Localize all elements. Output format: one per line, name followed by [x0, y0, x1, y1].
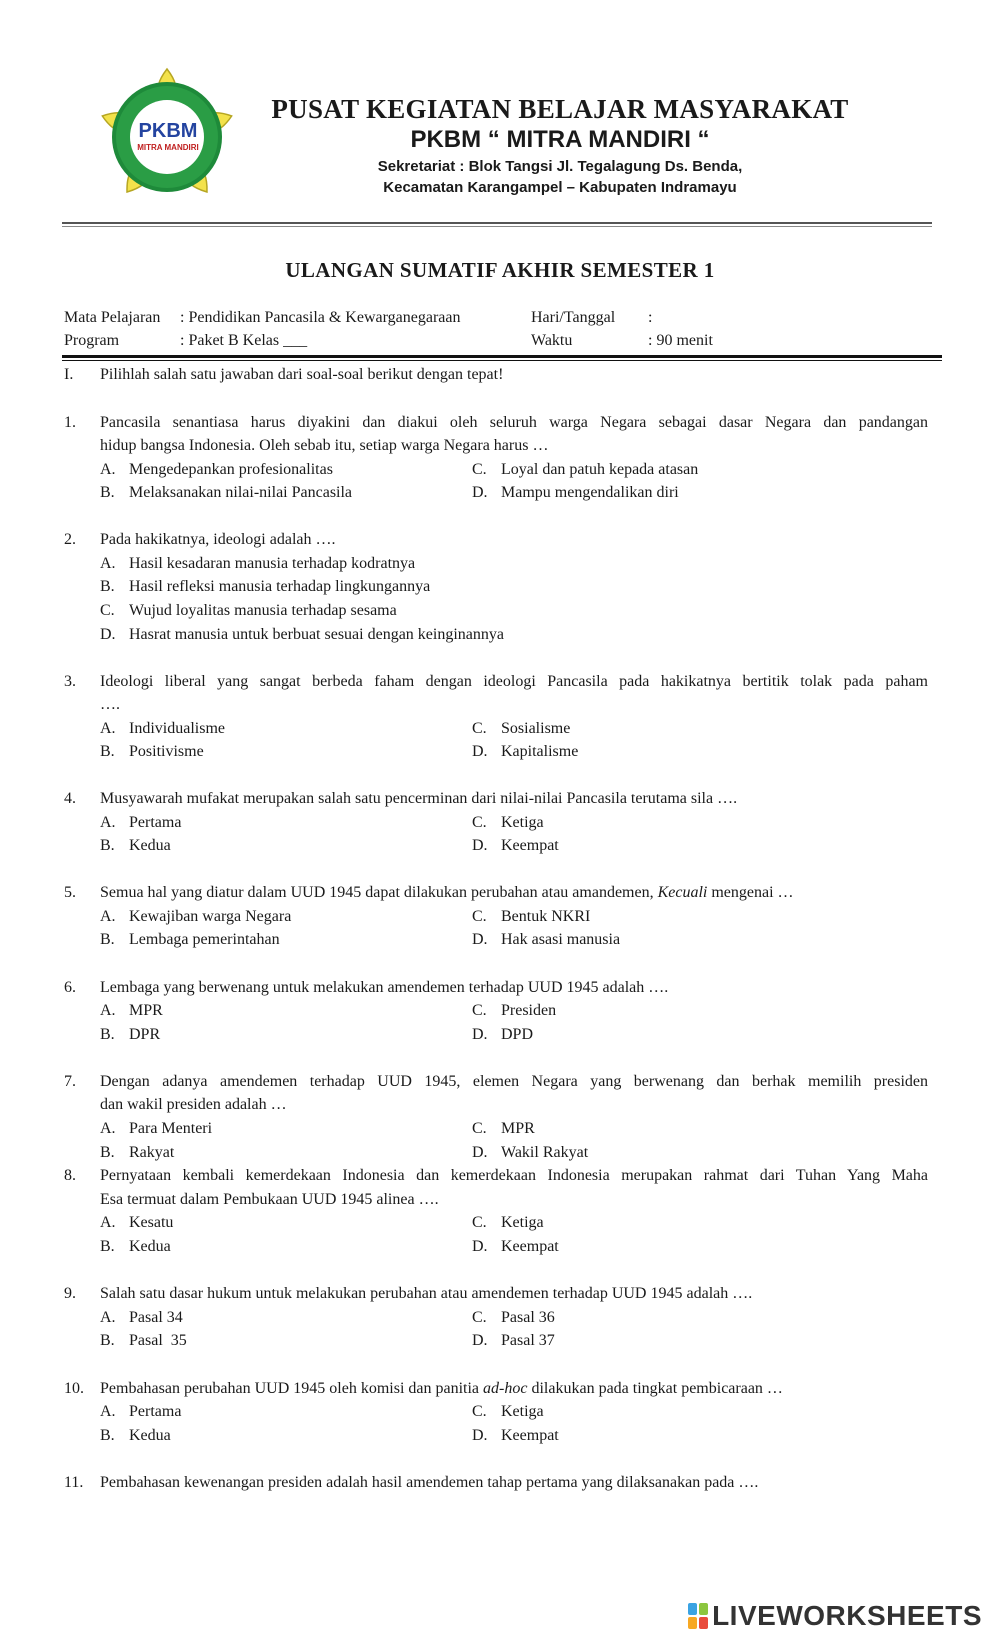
option-letter: D.: [472, 837, 488, 854]
liveworksheets-watermark: [688, 1600, 982, 1632]
question-text-line: Esa termuat dalam Pembukaan UUD 1945 alinea ….: [100, 1191, 439, 1208]
option-letter: D.: [472, 1026, 488, 1043]
option-letter: B.: [100, 931, 115, 948]
option-text[interactable]: Hasrat manusia untuk berbuat sesuai dengan keinginannya: [129, 626, 504, 643]
option-letter: B.: [100, 1144, 115, 1161]
option-letter: A.: [100, 1002, 116, 1019]
option-text[interactable]: Para Menteri: [129, 1120, 213, 1137]
option-letter: D.: [472, 1144, 488, 1161]
option-letter: C.: [472, 461, 487, 478]
option-text[interactable]: Rakyat: [129, 1144, 175, 1161]
institution-name: PUSAT KEGIATAN BELAJAR MASYARAKAT: [271, 94, 849, 124]
option-letter: A.: [100, 555, 116, 572]
question-text-emphasis: ad-hoc: [483, 1380, 528, 1397]
subject-value: : Pendidikan Pancasila & Kewarganegaraan: [180, 309, 461, 326]
section-number: I.: [64, 366, 74, 383]
option-letter: D.: [472, 1238, 488, 1255]
option-letter: C.: [472, 1002, 487, 1019]
meta-divider: [62, 355, 942, 358]
option-letter: C.: [472, 1403, 487, 1420]
question-text-line: [100, 884, 794, 902]
option-letter: C.: [472, 908, 487, 925]
question-text-line: Lembaga yang berwenang untuk melakukan amendemen terhadap UUD 1945 adalah ….: [100, 979, 669, 996]
option-text[interactable]: Positivisme: [129, 743, 204, 760]
option-text[interactable]: Kesatu: [129, 1214, 174, 1231]
watermark-text: LIVEWORKSHEETS: [712, 1600, 982, 1631]
option-letter: B.: [100, 837, 115, 854]
date-label: Hari/Tanggal: [531, 309, 616, 326]
option-letter: A.: [100, 1309, 116, 1326]
option-text[interactable]: Melaksanakan nilai-nilai Pancasila: [129, 484, 353, 501]
address-line-2: Kecamatan Karangampel – Kabupaten Indramayu: [383, 179, 737, 196]
option-text[interactable]: Pasal 37: [501, 1332, 555, 1349]
logo-subtext: MITRA MANDIRI: [137, 143, 199, 152]
option-letter: B.: [100, 1238, 115, 1255]
option-text[interactable]: Wujud loyalitas manusia terhadap sesama: [129, 602, 397, 619]
option-text[interactable]: MPR: [501, 1120, 535, 1137]
question-number: 4.: [64, 790, 76, 807]
option-letter: C.: [472, 1120, 487, 1137]
option-text[interactable]: Hasil refleksi manusia terhadap lingkungannya: [129, 578, 431, 595]
question-text-line: hidup bangsa Indonesia. Oleh sebab itu, setiap warga Negara harus …: [100, 437, 549, 454]
question-number: 9.: [64, 1285, 76, 1302]
option-letter: C.: [472, 814, 487, 831]
option-text[interactable]: DPD: [501, 1026, 534, 1043]
option-text[interactable]: Pertama: [129, 1403, 182, 1420]
option-text[interactable]: Hasil kesadaran manusia terhadap kodratnya: [129, 555, 416, 572]
option-letter: D.: [472, 484, 488, 501]
logo-text: PKBM: [138, 120, 198, 142]
option-letter: D.: [472, 1332, 488, 1349]
option-text[interactable]: Pertama: [129, 814, 182, 831]
section-instruction: Pilihlah salah satu jawaban dari soal-soal berikut dengan tepat!: [100, 366, 504, 383]
option-letter: C.: [472, 1309, 487, 1326]
option-text[interactable]: Ketiga: [501, 1403, 544, 1420]
option-letter: B.: [100, 484, 115, 501]
question-text-line: Ideologi liberal yang sangat berbeda faham dengan ideologi Pancasila pada hakikatnya bertitik tolak pada paham: [100, 673, 928, 690]
question-number: 6.: [64, 979, 76, 996]
option-text[interactable]: Pasal 36: [501, 1309, 555, 1326]
question-number: 7.: [64, 1073, 76, 1090]
address-line-1: Sekretariat : Blok Tangsi Jl. Tegalagung Ds. Benda,: [377, 158, 743, 175]
option-text[interactable]: Kapitalisme: [501, 743, 579, 760]
option-letter: D.: [472, 743, 488, 760]
option-letter: B.: [100, 1332, 115, 1349]
option-letter: B.: [100, 1026, 115, 1043]
question-number: 5.: [64, 884, 76, 901]
option-text[interactable]: Kedua: [129, 1238, 171, 1255]
option-text[interactable]: Keempat: [501, 1238, 559, 1255]
option-text[interactable]: Mengedepankan profesionalitas: [129, 461, 333, 478]
option-text[interactable]: MPR: [129, 1002, 163, 1019]
option-letter: B.: [100, 1427, 115, 1444]
option-text[interactable]: Wakil Rakyat: [501, 1144, 589, 1161]
question-text-line: Salah satu dasar hukum untuk melakukan perubahan atau amendemen terhadap UUD 1945 adalah ….: [100, 1285, 753, 1302]
question-number: 8.: [64, 1167, 76, 1184]
time-label: Waktu: [531, 332, 573, 349]
option-letter: D.: [472, 1427, 488, 1444]
option-letter: D.: [472, 931, 488, 948]
option-text[interactable]: Individualisme: [129, 720, 225, 737]
question-text-line: Pernyataan kembali kemerdekaan Indonesia dan kemerdekaan Indonesia merupakan rahmat dari Tuhan Yang Maha: [100, 1167, 928, 1184]
question-number: 3.: [64, 673, 76, 690]
option-text[interactable]: Pasal 34: [129, 1309, 183, 1326]
question-text-line: Dengan adanya amendemen terhadap UUD 1945, elemen Negara yang berwenang dan berhak memilih presiden: [100, 1073, 928, 1090]
question-text-line: Pancasila senantiasa harus diyakini dan diakui oleh seluruh warga Negara sebagai dasar Negara dan pandangan: [100, 414, 928, 431]
question-text-line: Musyawarah mufakat merupakan salah satu pencerminan dari nilai-nilai Pancasila terutama sila ….: [100, 790, 738, 807]
question-text-part: mengenai …: [707, 884, 794, 901]
option-text[interactable]: Loyal dan patuh kepada atasan: [501, 461, 699, 478]
date-value: :: [648, 309, 653, 326]
program-value: : Paket B Kelas ___: [180, 332, 308, 349]
option-text[interactable]: Pasal 35: [129, 1332, 187, 1349]
option-text[interactable]: Presiden: [501, 1002, 557, 1019]
option-letter: A.: [100, 814, 116, 831]
question-text-line: [100, 1380, 783, 1398]
option-letter: A.: [100, 720, 116, 737]
option-text[interactable]: Keempat: [501, 837, 559, 854]
liveworksheets-icon: [688, 1603, 708, 1629]
option-text[interactable]: Bentuk NKRI: [501, 908, 591, 925]
option-letter: A.: [100, 1120, 116, 1137]
question-text-line: ….: [100, 696, 120, 713]
option-text[interactable]: DPR: [129, 1026, 161, 1043]
option-text[interactable]: Ketiga: [501, 1214, 544, 1231]
option-text[interactable]: Mampu mengendalikan diri: [501, 484, 679, 501]
time-value: : 90 menit: [648, 332, 713, 349]
option-letter: C.: [100, 602, 115, 619]
header-divider: [62, 222, 932, 224]
header-divider-thin: [62, 226, 932, 227]
option-text[interactable]: Keempat: [501, 1427, 559, 1444]
question-text-emphasis: Kecuali: [657, 884, 708, 901]
option-letter: A.: [100, 908, 116, 925]
question-text-part: dilakukan pada tingkat pembicaraan …: [527, 1380, 783, 1397]
question-number: 11.: [64, 1474, 84, 1491]
question-text-line: dan wakil presiden adalah …: [100, 1096, 287, 1113]
option-text[interactable]: Kewajiban warga Negara: [129, 908, 292, 925]
question-number: 1.: [64, 414, 76, 431]
exam-title: ULANGAN SUMATIF AKHIR SEMESTER 1: [285, 258, 715, 282]
option-text[interactable]: Hak asasi manusia: [501, 931, 621, 948]
question-text-line: Pembahasan kewenangan presiden adalah hasil amendemen tahap pertama yang dilaksanakan pada ….: [100, 1474, 759, 1491]
option-text[interactable]: Ketiga: [501, 814, 544, 831]
question-number: 10.: [64, 1380, 84, 1397]
option-text[interactable]: Kedua: [129, 837, 171, 854]
subject-label: Mata Pelajaran: [64, 309, 161, 326]
option-letter: B.: [100, 743, 115, 760]
option-letter: A.: [100, 1403, 116, 1420]
option-text[interactable]: Sosialisme: [501, 720, 571, 737]
question-text-part: Semua hal yang diatur dalam UUD 1945 dapat dilakukan perubahan atau amandemen,: [100, 884, 658, 901]
option-letter: A.: [100, 461, 116, 478]
option-letter: C.: [472, 1214, 487, 1231]
institution-short-name: PKBM “ MITRA MANDIRI “: [410, 126, 710, 153]
option-letter: B.: [100, 578, 115, 595]
question-number: 2.: [64, 531, 76, 548]
question-text-line: Pada hakikatnya, ideologi adalah ….: [100, 531, 336, 548]
meta-divider-thin: [62, 360, 942, 361]
option-letter: C.: [472, 720, 487, 737]
option-letter: D.: [100, 626, 116, 643]
option-letter: A.: [100, 1214, 116, 1231]
option-text[interactable]: Lembaga pemerintahan: [129, 931, 280, 948]
option-text[interactable]: Kedua: [129, 1427, 171, 1444]
program-label: Program: [64, 332, 120, 349]
question-text-part: Pembahasan perubahan UUD 1945 oleh komisi dan panitia: [100, 1380, 484, 1397]
